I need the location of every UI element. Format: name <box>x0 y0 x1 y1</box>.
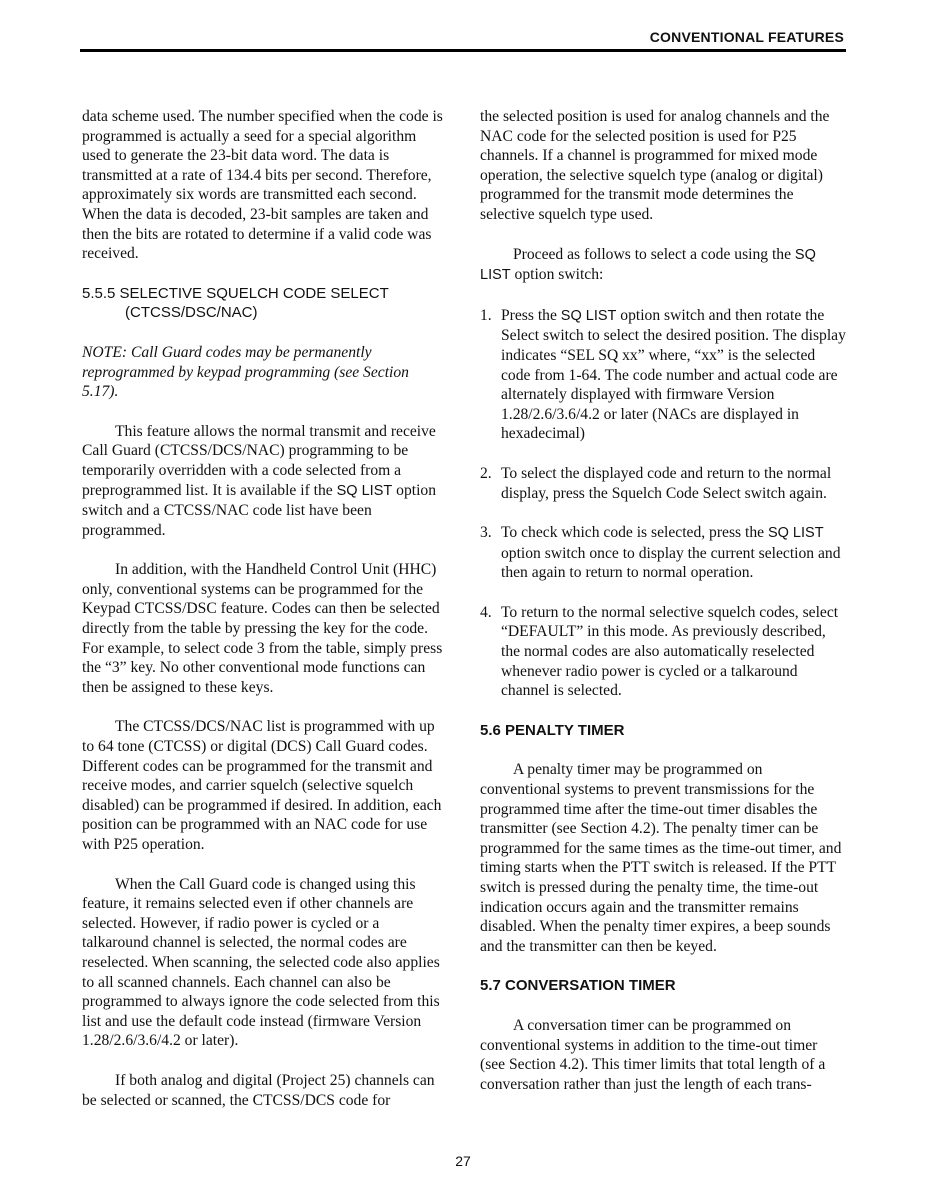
paragraph-feature <box>82 422 448 541</box>
paragraph-list: The CTCSS/DCS/NAC list is programmed with up to 64 tone (CTCSS) or digital (DCS) Call Guard codes. Different codes can be programmed for the transmit and receive modes, and carrier squelch (selective squelch disabled) can be programmed if desired. In addition, each position can be programmed with an NAC code for use with P25 operation. <box>82 718 442 853</box>
step-number: 1. <box>480 306 492 324</box>
list-item <box>480 523 846 583</box>
sq-list-key-label: SQ LIST <box>480 246 816 284</box>
paragraph-feature-text-b: option switch and a CTCSS/NAC code list have been programmed. <box>82 481 436 539</box>
section-heading-5-6: 5.6 PENALTY TIMER <box>480 721 625 739</box>
page-number: 27 <box>455 1153 471 1169</box>
left-column <box>82 107 448 1130</box>
paragraph-analog-digital: If both analog and digital (Project 25) channels can be selected or scanned, the CTCSS/DCS code for <box>82 1071 435 1109</box>
step-text-b: option switch and then rotate the Select switch to select the desired position. The display indicates “SEL SQ xx” where, “xx” is the selected code from 1-64. The code number and actual code are alternately displayed with firmware Version 1.28/2.6/3.6/4.2 or later (NACs are displayed in hexadecimal) <box>501 306 846 443</box>
paragraph-call-guard: When the Call Guard code is changed using this feature, it remains selected even if other channels are selected. However, if radio power is cycled or a talkaround channel is selected, the normal codes are reselected. When scanning, the selected code also applies to all scanned channels. Each channel can also be programmed to always ignore the code selected from this list and use the default code instead (firmware Version 1.28/2.6/3.6/4.2 or later). <box>82 875 440 1050</box>
step-number: 2. <box>480 464 492 482</box>
sq-list-key-label: SQ LIST <box>560 307 617 324</box>
step-text-b: option switch once to display the current selection and then again to return to normal operation. <box>501 544 841 582</box>
right-column <box>480 107 846 1114</box>
section-heading-5-7: 5.7 CONVERSATION TIMER <box>480 977 676 995</box>
paragraph-hhc: In addition, with the Handheld Control Unit (HHC) only, conventional systems can be programmed for the Keypad CTCSS/DSC feature. Codes can then be selected directly from the table by pressing the key for the code. For example, to select code 3 from the table, simply press the “3” key. No other conventional mode functions can then be assigned to these keys. <box>82 561 443 696</box>
list-item <box>480 306 846 444</box>
proceed-text-a: Proceed as follows to select a code using the <box>513 245 792 263</box>
step-number: 3. <box>480 524 492 542</box>
sq-list-key-label: SQ LIST <box>767 525 824 542</box>
step-text-a: Press the <box>501 306 557 324</box>
step-text: To select the displayed code and return to the normal display, press the Squelch Code Select switch again. <box>501 464 832 502</box>
paragraph-penalty-timer: A penalty timer may be programmed on conventional systems to prevent transmissions for the programmed time after the time-out timer disables the transmitter (see Section 4.2). The penalty timer can be programmed for the same times as the time-out timer, and timing starts when the PTT switch is released. If the PTT switch is pressed during the penalty time, the time-out indication occurs again and the transmitter remains disabled. When the penalty timer expires, a beep sounds and the transmitter can then be keyed. <box>480 761 842 955</box>
running-header: CONVENTIONAL FEATURES <box>649 29 844 45</box>
sq-list-key-label: SQ LIST <box>336 482 393 499</box>
paragraph-proceed <box>480 245 846 286</box>
proceed-text-b: option switch: <box>514 266 604 284</box>
paragraph-conversation-timer: A conversation timer can be programmed on conventional systems in addition to the time-out timer (see Section 4.2). This timer limits that total length of a conversation rather than just the length of each trans- <box>480 1016 826 1093</box>
step-number: 4. <box>480 603 492 621</box>
step-text-a: To check which code is selected, press the <box>501 524 765 542</box>
paragraph-intro: data scheme used. The number specified when the code is programmed is actually a seed for a special algorithm used to generate the 23-bit data word. The data is transmitted at a rate of 134.4 bits per second. Therefore, approximately six words are transmitted each second. When the data is decoded, 23-bit samples are taken and then the bits are rotated to determine if a valid code was received. <box>82 108 443 263</box>
header-rule <box>80 49 846 52</box>
paragraph-feature-text-a: This feature allows the normal transmit and receive Call Guard (CTCSS/DCS/NAC) programming to be temporarily overridden with a code selected from a preprogrammed list. It is available if the <box>82 422 436 499</box>
list-item <box>480 603 846 701</box>
section-heading-5-5-5: 5.5.5 SELECTIVE SQUELCH CODE SELECT (CTCSS/DSC/NAC) <box>82 284 389 322</box>
note: NOTE: Call Guard codes may be permanently reprogrammed by keypad programming (see Section 5.17). <box>82 343 409 401</box>
procedure-steps <box>480 306 846 701</box>
step-text: To return to the normal selective squelch codes, select “DEFAULT” in this mode. As previously described, the normal codes are also automatically reselected whenever radio power is cycled or a talkaround channel is selected. <box>501 603 839 700</box>
paragraph-continued: the selected position is used for analog channels and the NAC code for the selected position is used for P25 channels. If a channel is programmed for mixed mode operation, the selective squelch type (analog or digital) programmed for the transmit mode determines the selective squelch type used. <box>480 108 830 223</box>
list-item <box>480 464 846 503</box>
